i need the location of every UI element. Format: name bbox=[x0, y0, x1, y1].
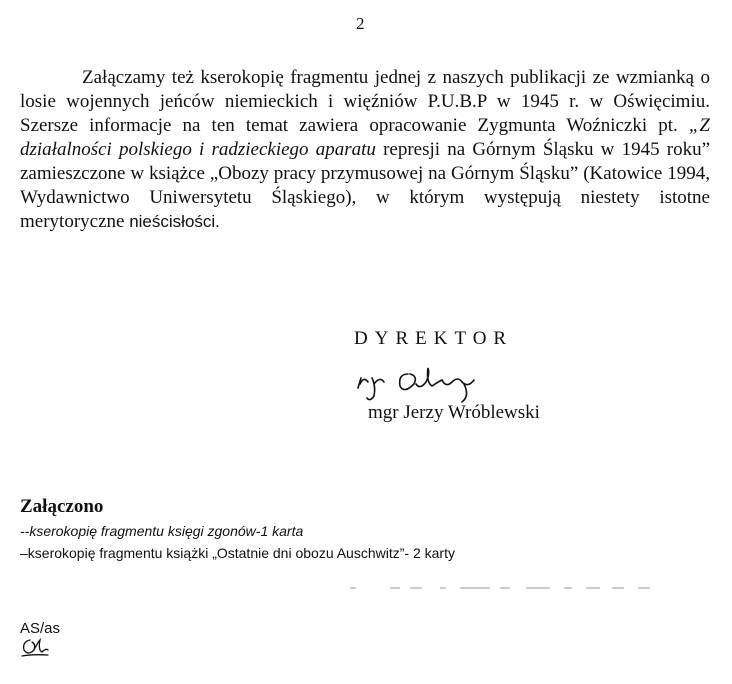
publication-title: „Z działalności polskiego i radzieckiego aparatu bbox=[20, 115, 710, 160]
attachment-item: --kserokopię fragmentu księgi zgonów-1 karta bbox=[20, 523, 304, 539]
director-title: DYREKTOR bbox=[354, 328, 514, 349]
scan-artifact-line bbox=[350, 585, 650, 591]
letter-body bbox=[20, 66, 710, 234]
body-sentence-1: Załączamy też kserokopię fragmentu jednej z naszych publikacji ze wzmianką o losie wojennych jeńców niemieckich i więźniów P.U.B.P w 1945 r. w Oświęcimiu. bbox=[20, 67, 710, 112]
author-initials: AS/as bbox=[20, 620, 61, 637]
signer-name: mgr Jerzy Wróblewski bbox=[368, 402, 540, 423]
page-number: 2 bbox=[356, 14, 365, 33]
attachment-item: –kserokopię fragmentu książki „Ostatnie dni obozu Auschwitz”- 2 karty bbox=[20, 545, 455, 561]
body-sentence-2: Szersze informacje na ten temat zawiera opracowanie Zygmunta Woźniczki pt. bbox=[20, 115, 689, 136]
publication-title-cont: represji na Górnym Śląsku w 1945 roku” bbox=[375, 139, 711, 160]
attachments-list bbox=[20, 520, 455, 564]
attachments-heading: Załączono bbox=[20, 496, 104, 517]
body-last-word: nieścisłości. bbox=[129, 212, 220, 231]
body-sentence-3: zamieszczone w książce „Obozy pracy przymusowej na Górnym Śląsku” (Katowice 1994, Wydawnictwo Uniwersytetu Śląskiego), w którym występują niestety istotne merytoryczne bbox=[20, 163, 710, 232]
handwritten-paraph bbox=[18, 636, 58, 660]
